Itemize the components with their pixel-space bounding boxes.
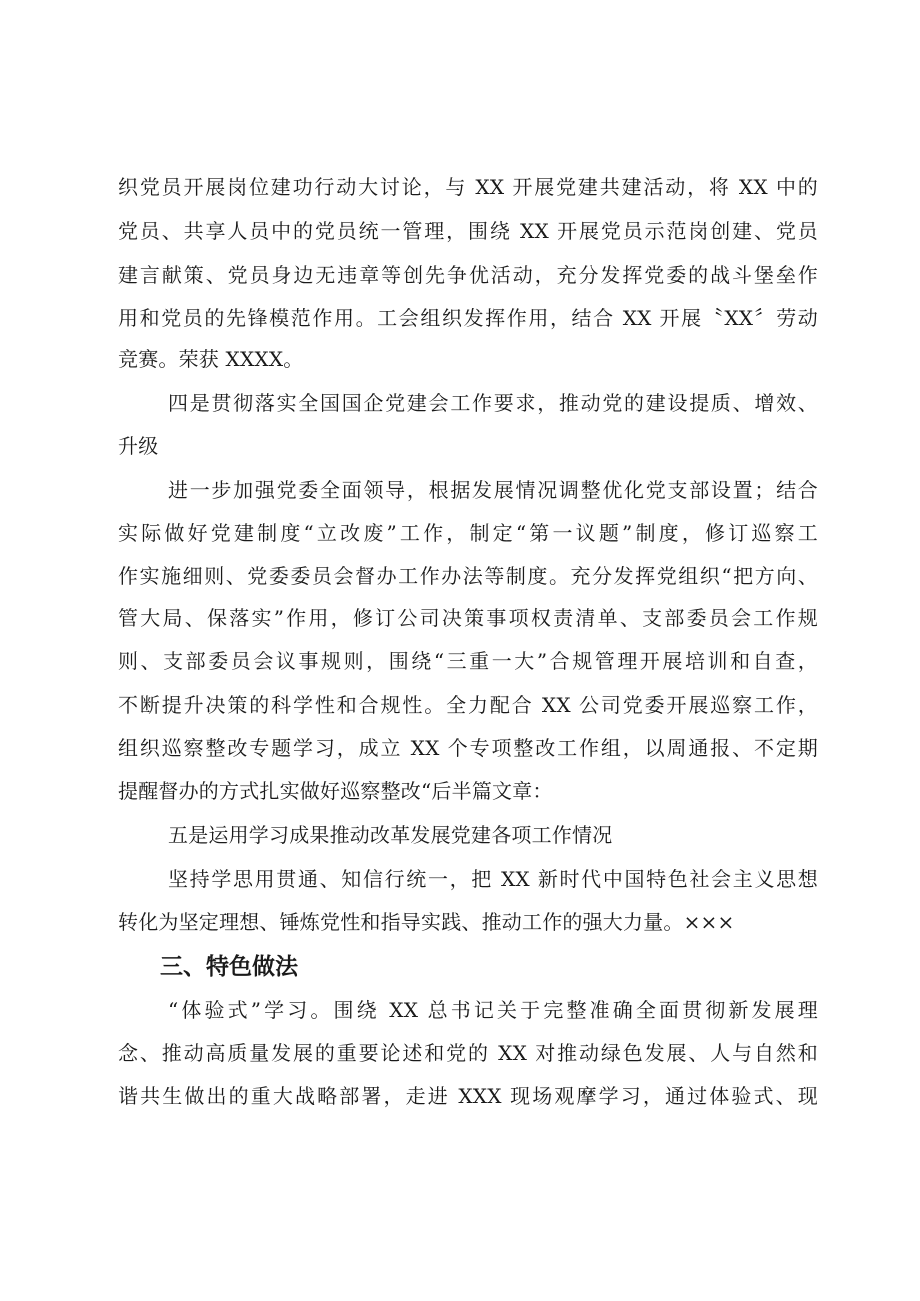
section-subheading-continued: 升级 (118, 434, 159, 458)
body-text-line: 谐共生做出的重大战略部署，走进 XXX 现场观摩学习，通过体验式、现 (118, 1084, 818, 1108)
section-subheading: 五是运用学习成果推动改革发展党建各项工作情况 (168, 823, 613, 847)
body-text-line: 进一步加强党委全面领导，根据发展情况调整优化党支部设置；结合 (168, 478, 818, 502)
body-text-line: “体验式”学习。围绕 XX 总书记关于完整准确全面贯彻新发展理 (168, 998, 818, 1022)
body-text-line: 则、支部委员会议事规则，围绕“三重一大”合规管理开展培训和自查， (118, 649, 818, 673)
body-text-line: 实际做好党建制度“立改废”工作，制定“第一议题”制度，修订巡察工 (118, 521, 818, 545)
body-text-line: 念、推动高质量发展的重要论述和党的 XX 对推动绿色发展、人与自然和 (118, 1041, 818, 1065)
body-text-line: 提醒督办的方式扎实做好巡察整改“后半篇文章： (118, 779, 553, 803)
body-text-line: 不断提升决策的科学性和合规性。全力配合 XX 公司党委开展巡察工作， (118, 693, 818, 717)
body-text-line: 用和党员的先锋模范作用。工会组织发挥作用，结合 XX 开展〝XX〞劳动 (118, 306, 818, 330)
body-text-line: 转化为坚定理想、锤炼党性和指导实践、推动工作的强大力量。××× (118, 910, 735, 934)
body-text-line: 管大局、保落实”作用，修订公司决策事项权责清单、支部委员会工作规 (118, 606, 818, 630)
body-text-line: 组织巡察整改专题学习，成立 XX 个专项整改工作组，以周通报、不定期 (118, 736, 818, 760)
body-text-line: 建言献策、党员身边无违章等创先争优活动，充分发挥党委的战斗堡垒作 (118, 263, 818, 287)
body-text-line: 作实施细则、党委委员会督办工作办法等制度。充分发挥党组织“把方向、 (118, 564, 818, 588)
section-heading: 三、特色做法 (160, 954, 298, 980)
section-subheading: 四是贯彻落实全国国企党建会工作要求，推动党的建设提质、增效、 (168, 391, 818, 415)
body-text-line: 党员、共享人员中的党员统一管理，围绕 XX 开展党员示范岗创建、党员 (118, 219, 818, 243)
body-text-line: 坚持学思用贯通、知信行统一，把 XX 新时代中国特色社会主义思想 (168, 867, 818, 891)
body-text-line: 织党员开展岗位建功行动大讨论，与 XX 开展党建共建活动，将 XX 中的 (118, 175, 818, 199)
body-text-line: 竞赛。荣获 XXXX。 (118, 347, 304, 371)
